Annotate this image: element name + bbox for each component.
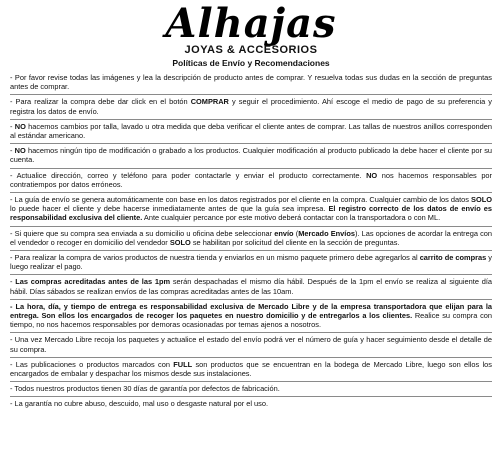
policy-text: Ante cualquier percance por este motivo deberá contactar con la transportadora o con ML. bbox=[142, 213, 441, 223]
policy-text: ). Las opciones de acordar la entrega con el vendedor o recoger en domicilio del vendedor bbox=[10, 228, 492, 247]
policy-item bbox=[10, 333, 492, 357]
policy-item bbox=[10, 300, 492, 334]
document-header bbox=[10, 0, 492, 68]
policy-text: - La guía de envío se genera automáticamente con base en los datos registrados por el cliente en la compra. Cualquier cambio de los datos bbox=[10, 195, 472, 205]
policy-item bbox=[10, 251, 492, 275]
policy-item bbox=[10, 358, 492, 382]
policy-text: hacemos ningún tipo de modificación o grabado a los productos. Cualquier modificación al producto publicado la debe hacer el cliente por su cuenta. bbox=[10, 146, 493, 165]
policy-item bbox=[10, 193, 492, 227]
policy-text: - bbox=[10, 146, 15, 156]
policy-text: SOLO bbox=[169, 237, 191, 247]
policy-text: NO bbox=[14, 146, 26, 156]
brand-logo: Alhajas bbox=[165, 0, 337, 47]
policy-text: son productos que se encuentran en la bodega de Mercado Libre, luego son ellos los encargados de embalar y despachar los mismos desde sus instalaciones. bbox=[10, 359, 492, 379]
policy-text: - Todos nuestros productos tienen 30 días de garantía por defectos de fabricación. bbox=[10, 384, 280, 394]
policy-text: se habilitan por solicitud del cliente en la sección de preguntas. bbox=[190, 237, 400, 247]
policy-text: Realice su compra con tiempo, no nos hacemos responsables por demoras ocasionadas por temas ajenos a nosotros. bbox=[10, 311, 492, 330]
policy-text: lo puede hacer el cliente y debe hacerse inmediatamente antes de que la guía sea impresa. bbox=[10, 204, 329, 214]
policy-text: - Por favor revise todas las imágenes y lea la descripción de producto antes de comprar. Y resuelva todas sus dudas en la sección de preguntas antes de comprar. bbox=[10, 73, 492, 92]
policy-text: COMPRAR bbox=[190, 97, 229, 107]
policy-item bbox=[10, 382, 492, 397]
policy-text: - Actualice dirección, correo y teléfono para poder contactarle y enviar el producto correctamente. bbox=[10, 170, 367, 180]
policy-text: - Para realizar la compra de varios productos de nuestra tienda y enviarlos en un mismo paquete primero debe agregarlos al bbox=[10, 253, 420, 263]
policy-item bbox=[10, 227, 492, 251]
policy-item bbox=[10, 120, 492, 144]
policy-text: envío bbox=[274, 228, 294, 238]
policy-item bbox=[10, 144, 492, 168]
policy-text: serán despachadas el mismo día hábil. Después de la 1pm el envío se realiza al siguiente día hábil. Días sábados se realizan envíos de las compras acreditadas antes de las 10am. bbox=[10, 277, 493, 296]
policy-item bbox=[10, 397, 492, 411]
policy-text: ( bbox=[293, 228, 299, 238]
policy-list bbox=[10, 71, 492, 412]
policy-text: - La garantía no cubre abuso, descuido, mal uso o desgaste natural por el uso. bbox=[10, 399, 269, 409]
policy-text: El registro correcto de los datos de envío es responsabilidad exclusiva del cliente. bbox=[10, 204, 492, 223]
policy-text: - Para realizar la compra debe dar click en el botón bbox=[10, 97, 191, 107]
policy-text: - bbox=[10, 277, 16, 287]
policy-text: FULL bbox=[173, 359, 193, 369]
policy-text: - La hora, día, y tiempo de entrega es responsabilidad exclusiva de Mercado Libre y de la empresa transportadora que elijan para la entrega. Son ellos los encargados de recoger los paquetes en nuestro domicilio y de entregarlos a los clientes. bbox=[10, 301, 492, 321]
policy-text: hacemos cambios por talla, lavado u otra medida que deba verificar el cliente antes de comprar. Las tallas de nuestros anillos corresponden al estándar americano. bbox=[10, 121, 492, 141]
policy-item bbox=[10, 169, 492, 193]
page-title: Políticas de Envío y Recomendaciones bbox=[172, 58, 330, 68]
policy-text: - Si quiere que su compra sea enviada a su domicilio u oficina debe seleccionar bbox=[10, 228, 275, 238]
brand-subtitle: JOYAS & ACCESORIOS bbox=[184, 44, 318, 56]
policy-text: carrito de compras bbox=[419, 253, 487, 263]
policy-text: SOLO bbox=[471, 195, 492, 205]
policy-text: nos hacemos responsables por contratiempos por datos erróneos. bbox=[10, 170, 492, 189]
policy-text: Las compras acreditadas antes de las 1pm bbox=[15, 277, 171, 287]
policy-text: NO bbox=[14, 121, 26, 131]
policy-text: - bbox=[10, 121, 15, 131]
policy-text: Mercado Envíos bbox=[298, 228, 355, 238]
policy-item bbox=[10, 275, 492, 299]
policy-text: y luego realizar el pago. bbox=[10, 253, 493, 272]
policy-text: NO bbox=[366, 170, 378, 180]
policy-text: y seguir el procedimiento. Ahí escoge el medio de pago de su preferencia y registra los datos de envío. bbox=[10, 97, 493, 116]
policy-text: - Las publicaciones o productos marcados con bbox=[10, 359, 174, 369]
policy-item bbox=[10, 71, 492, 95]
policy-item bbox=[10, 95, 492, 119]
policy-text: - Una vez Mercado Libre recoja los paquetes y actualice el estado del envío podrá ver el número de guía y hacer seguimiento desde el detalle de su compra. bbox=[10, 335, 492, 354]
